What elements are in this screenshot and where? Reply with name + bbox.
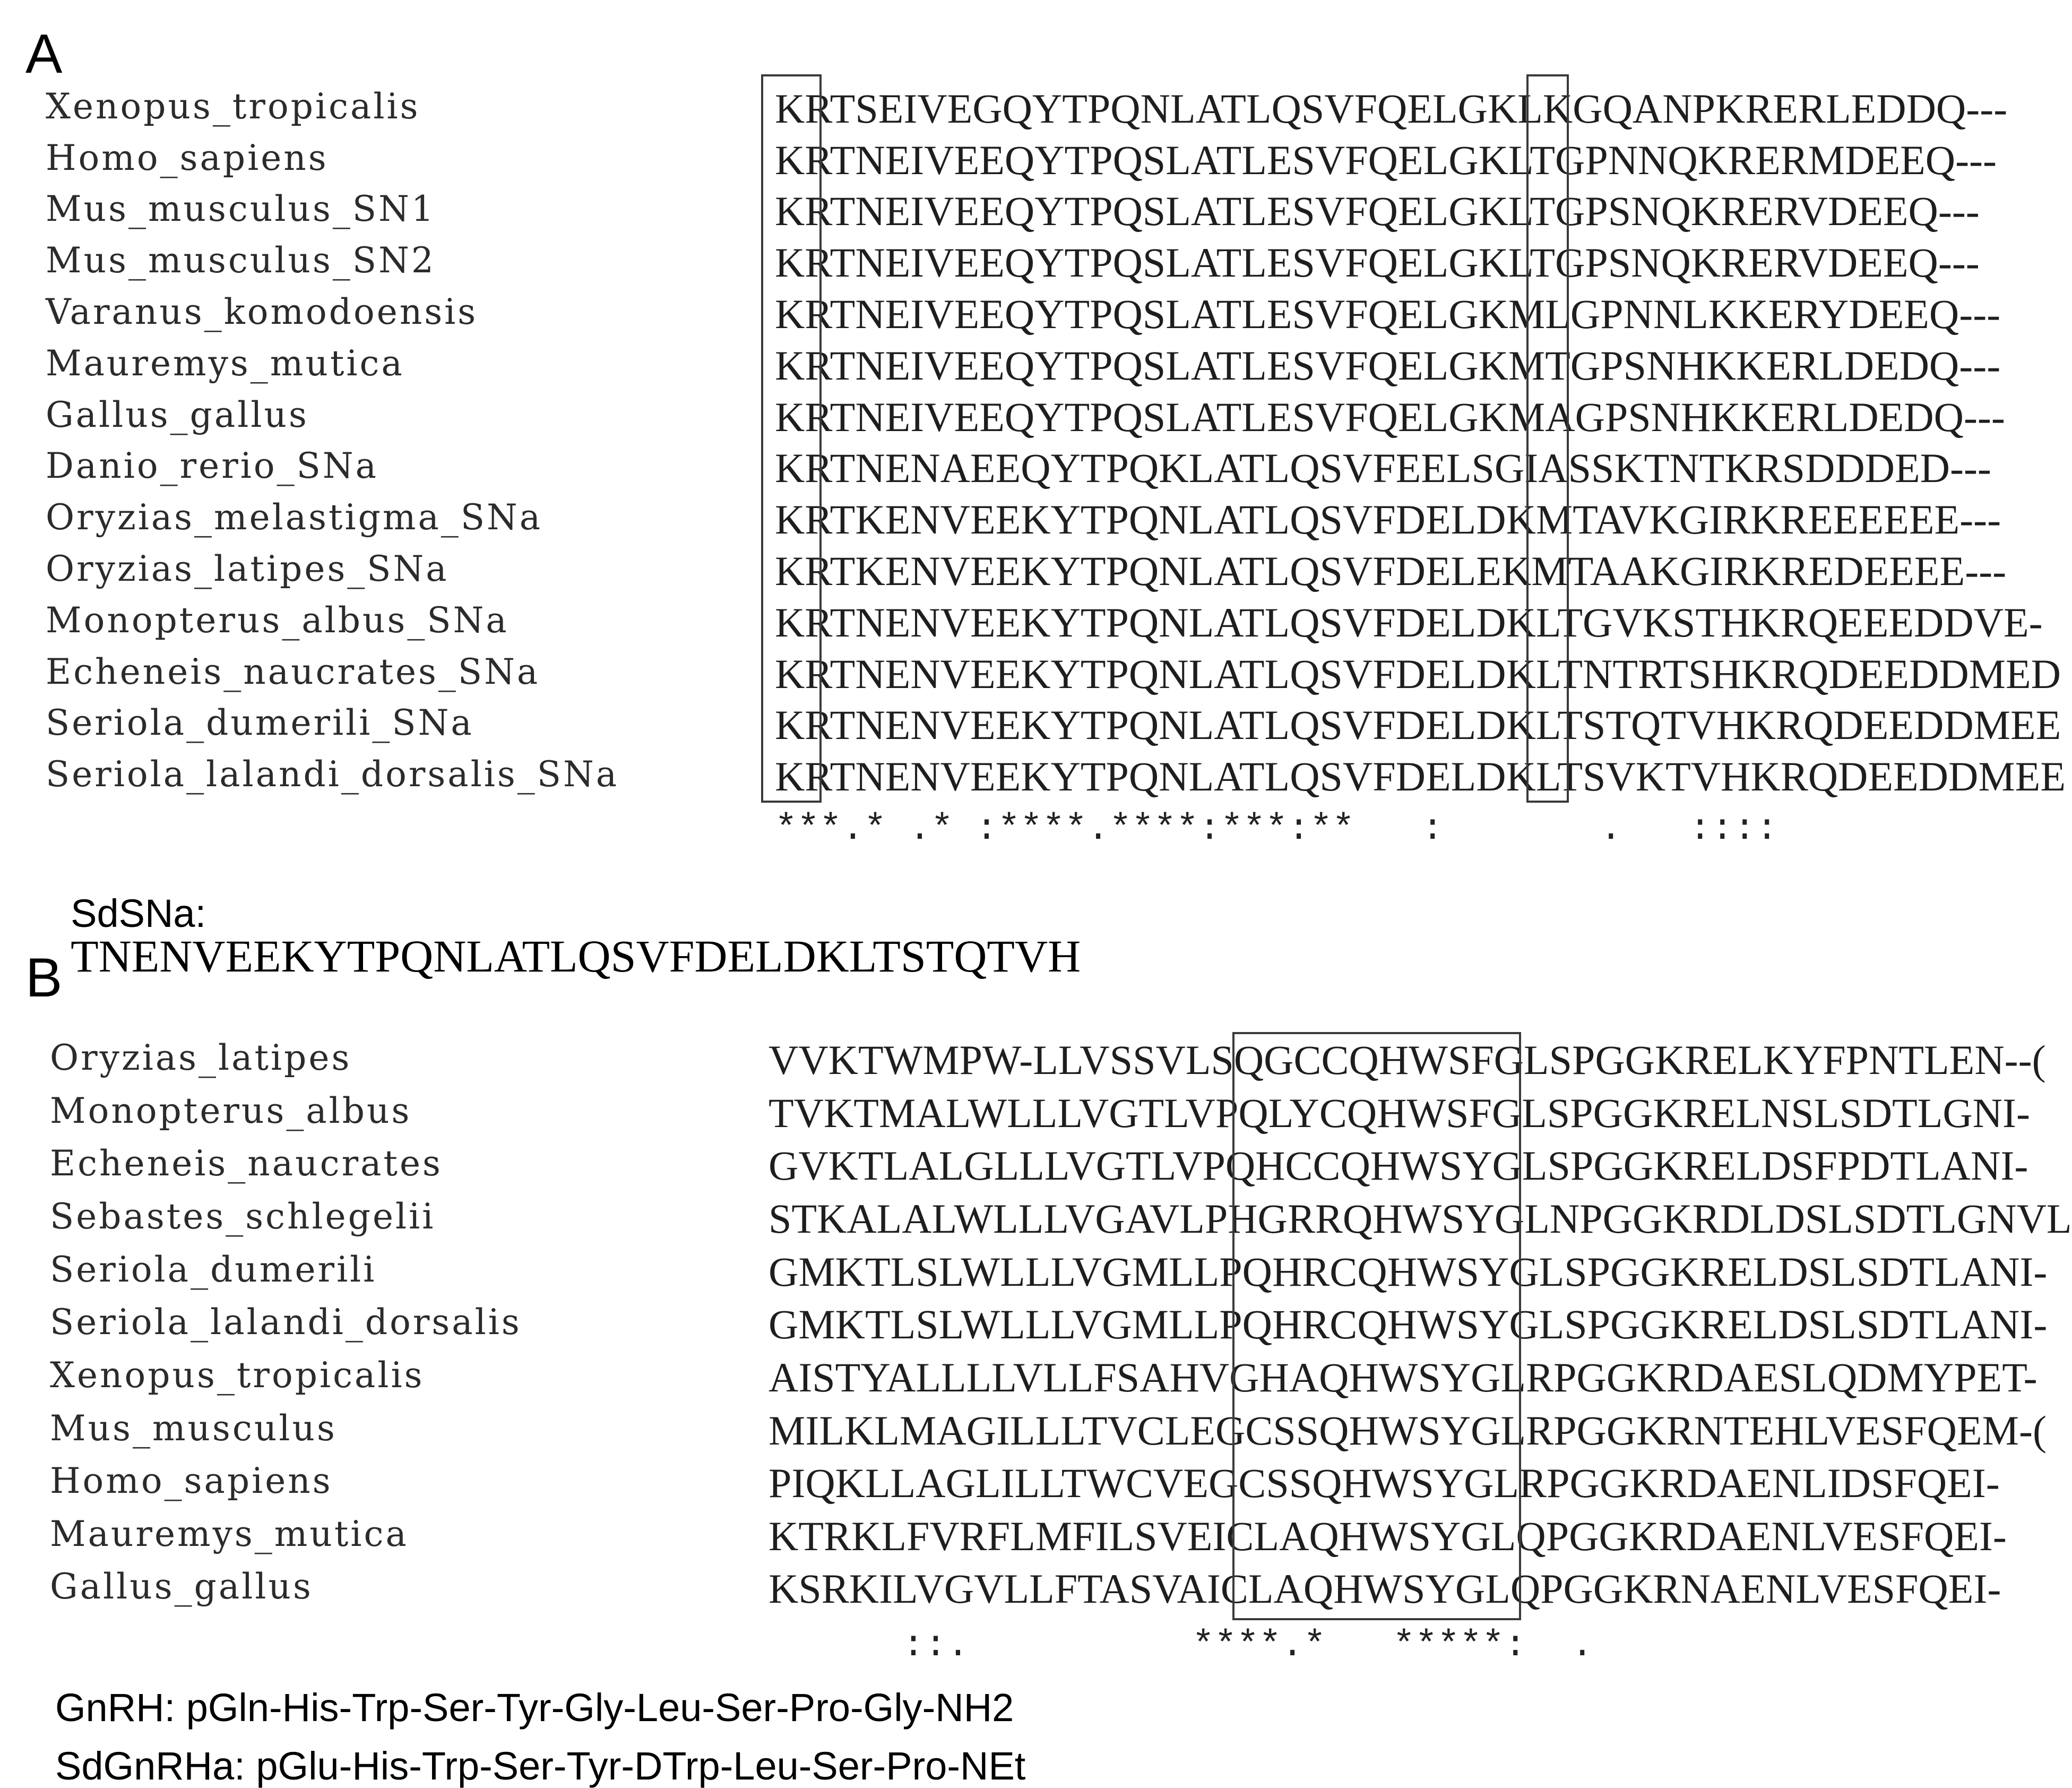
kr-cleavage-site-box [761,74,822,803]
sequence-row: KRTNENVEEKYTPQNLATLQSVFDELDKLTSVKTVHKRQDEEDDMEE [775,753,2066,800]
species-name: Xenopus_tropicalis [46,86,420,127]
species-name: Xenopus_tropicalis [50,1355,425,1396]
sequence-row: GMKTLSLWLLLVGMLLPQHRCQHWSYGLSPGGKRELDSLSDTLANI- [769,1249,2048,1295]
sequence-row: MILKLMAGILLLTVCLEGCSSQHWSYGLRPGGKRNTEHLVESFQEM-( [769,1407,2047,1454]
sequence-row: KRTNENVEEKYTPQNLATLQSVFDELDKLTNTRTSHKRQDEEDDMED [775,651,2061,697]
sequence-row: KRTNENVEEKYTPQNLATLQSVFDELDKLTSTQTVHKRQDEEDDMEE [775,702,2061,748]
species-name: Mus_musculus_SN2 [46,240,436,281]
sequence-row: KRTNEIVEEQYTPQSLATLESVFQELGKMTGPSNHKKERLDEDQ--- [775,342,2001,389]
species-name: Varanus_komodoensis [46,291,478,332]
sequence-row: KSRKILVGVLLFTASVAICLAQHWSYGLQPGGKRNAENLVESFQEI- [769,1566,2001,1612]
sequence-row: GMKTLSLWLLLVGMLLPQHRCQHWSYGLSPGGKRELDSLSDTLANI- [769,1301,2048,1347]
sequence-row: TVKTMALWLLLVGTLVPQLYCQHWSFGLSPGGKRELNSLSDTLGNI- [769,1090,2030,1136]
sequence-row: KRTSEIVEGQYTPQNLATLQSVFQELGKLKGQANPKRERLEDDQ--- [775,85,2008,132]
species-name: Mus_musculus [50,1408,337,1449]
sdsna-sequence: TNENVEEKYTPQNLATLQSVFDELDKLTSTQTVH [71,931,1081,982]
sdgnrha-note: SdGnRHa: pGlu-His-Trp-Ser-Tyr-DTrp-Leu-Ser-Pro-NEt [55,1744,1026,1788]
species-name: Homo_sapiens [50,1460,333,1501]
species-name: Homo_sapiens [46,137,329,178]
species-name: Oryzias_latipes_SNa [46,548,449,589]
panel-a-label: A [25,23,63,85]
sequence-row: VVKTWMPW-LLVSSVLSQGCCQHWSFGLSPGGKRELKYFPNTLEN--( [769,1037,2046,1083]
sequence-row: KTRKLFVRFLMFILSVEICLAQHWSYGLQPGGKRDAENLVESFQEI- [769,1513,2007,1559]
panel-b-consensus-line: ::. ****.* *****: . [769,1625,1594,1667]
species-name: Monopterus_albus [50,1090,412,1131]
sequence-row: KRTNEIVEEQYTPQSLATLESVFQELGKMAGPSNHKKERLDEDQ--- [775,394,2005,440]
sdsna-note [49,855,1081,982]
species-name: Seriola_dumerili_SNa [46,702,474,743]
species-name: Echeneis_naucrates [50,1143,443,1184]
species-name: Seriola_lalandi_dorsalis_SNa [46,754,619,795]
sequence-row: KRTKENVEEKYTPQNLATLQSVFDELEKMTAAKGIRKREDEEEE--- [775,548,2007,594]
species-name: Echeneis_naucrates_SNa [46,651,540,692]
species-name: Mauremys_mutica [50,1514,409,1554]
species-name: Seriola_lalandi_dorsalis [50,1302,522,1343]
sequence-row: GVKTLALGLLLVGTLVPQHCCQHWSYGLSPGGKRELDSFPDTLANI- [769,1142,2028,1189]
gnrh-decapeptide-box [1232,1032,1521,1620]
sequence-row: KRTNEIVEEQYTPQSLATLESVFQELGKLTGPSNQKRERVDEEQ--- [775,188,1980,234]
species-name: Sebastes_schlegelii [50,1196,436,1237]
species-name: Gallus_gallus [50,1566,313,1607]
sequence-row: KRTNENAEEQYTPQKLATLQSVFEELSGIASSKTNTKRSDDDED--- [775,445,1991,491]
species-name: Mauremys_mutica [46,343,404,384]
sdsna-label: SdSNa: [71,891,206,935]
sequence-row: KRTNEIVEEQYTPQSLATLESVFQELGKLTGPSNQKRERVDEEQ--- [775,239,1980,286]
species-name: Seriola_dumerili [50,1249,377,1290]
species-name: Monopterus_albus_SNa [46,600,509,641]
species-name: Oryzias_melastigma_SNa [46,497,543,538]
sequence-row: PIQKLLAGLILLTWCVEGCSSQHWSYGLRPGGKRDAENLIDSFQEI- [769,1460,2000,1506]
sequence-row: STKALALWLLLVGAVLPHGRRQHWSYGLNPGGKRDLDSLSDTLGNVL [769,1196,2072,1242]
sequence-row: KRTNEIVEEQYTPQSLATLESVFQELGKMLGPNNLKKERYDEEQ--- [775,291,2001,337]
species-name: Mus_musculus_SN1 [46,188,436,229]
panel-a-consensus-line: ***.* .* :****.****:***:** : . :::: [775,809,1779,850]
panel-b-label: B [25,947,63,1009]
sequence-row: AISTYALLLLVLLFSAHVGHAQHWSYGLRPGGKRDAESLQDMYPET- [769,1354,2038,1400]
sequence-row: KRTKENVEEKYTPQNLATLQSVFDELDKMTAVKGIRKREEEEEE--- [775,496,2001,543]
sequence-row: KRTNENVEEKYTPQNLATLQSVFDELDKLTGVKSTHKRQEEEDDVE- [775,599,2043,646]
kr-cleavage-site-box-2 [1526,74,1569,803]
species-name: Danio_rerio_SNa [46,445,378,486]
gnrh-note: GnRH: pGln-His-Trp-Ser-Tyr-Gly-Leu-Ser-Pro-Gly-NH2 [55,1686,1014,1730]
species-name: Oryzias_latipes [50,1037,352,1078]
sequence-row: KRTNEIVEEQYTPQSLATLESVFQELGKLTGPNNQKRERMDEEQ--- [775,137,1997,183]
species-name: Gallus_gallus [46,394,309,435]
